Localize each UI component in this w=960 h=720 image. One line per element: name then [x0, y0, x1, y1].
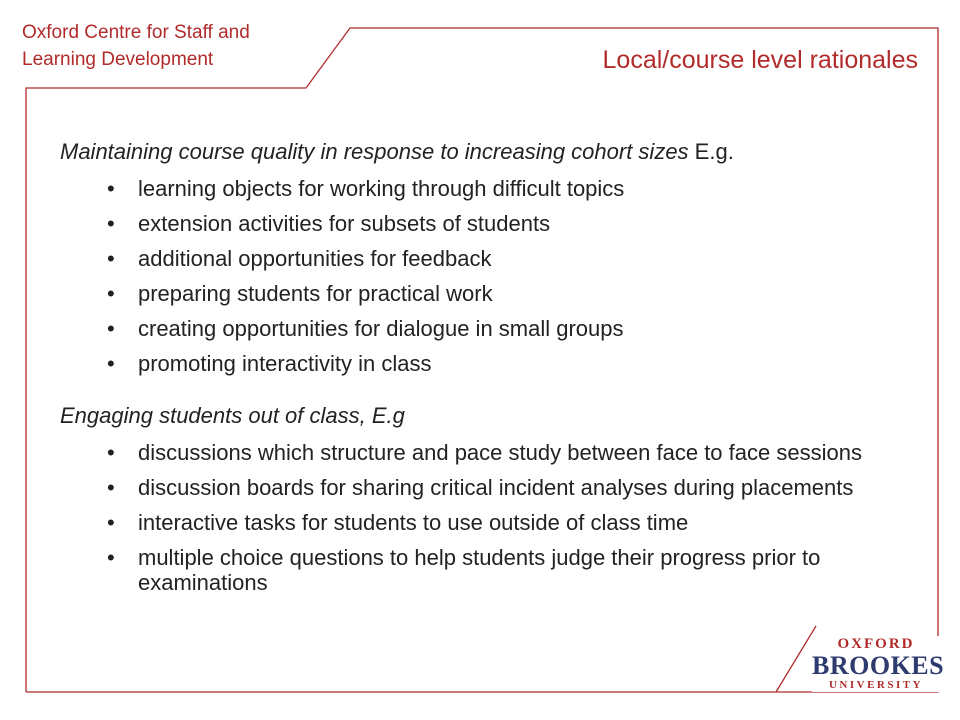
- org-line-1: Oxford Centre for Staff and: [22, 22, 250, 43]
- logo-line-2: BROOKES: [812, 651, 945, 680]
- slide-body: [60, 138, 930, 595]
- logo-line-1: OXFORD: [837, 636, 915, 652]
- oxford-brookes-logo: [812, 636, 945, 692]
- list-item: • extension activities for subsets of students: [60, 211, 930, 236]
- organization-name: [22, 19, 250, 73]
- slide-title: Local/course level rationales: [602, 46, 918, 74]
- logo-line-3: UNIVERSITY: [828, 679, 924, 691]
- bullet-list-cohort: [60, 176, 930, 376]
- list-item: • additional opportunities for feedback: [60, 246, 930, 271]
- section-heading-cohort: [60, 138, 930, 166]
- list-item: • promoting interactivity in class: [60, 351, 930, 376]
- org-line-2: Learning Development: [22, 49, 214, 70]
- list-item: • learning objects for working through difficult topics: [60, 176, 930, 201]
- list-item: • creating opportunities for dialogue in small groups: [60, 316, 930, 341]
- list-item: • discussion boards for sharing critical incident analyses during placements: [60, 475, 930, 500]
- list-item: • multiple choice questions to help students judge their progress prior to examinations: [60, 545, 930, 595]
- list-item: • preparing students for practical work: [60, 281, 930, 306]
- bullet-list-engaging: [60, 440, 930, 595]
- list-item: • interactive tasks for students to use outside of class time: [60, 510, 930, 535]
- section-heading-cohort-lead: Maintaining course quality in response to increasing cohort sizes: [60, 139, 689, 164]
- section-heading-engaging-lead: Engaging students out of class, E.g: [60, 403, 405, 428]
- section-heading-engaging: [60, 402, 930, 430]
- section-heading-cohort-suffix: E.g.: [688, 139, 734, 164]
- list-item: • discussions which structure and pace study between face to face sessions: [60, 440, 930, 465]
